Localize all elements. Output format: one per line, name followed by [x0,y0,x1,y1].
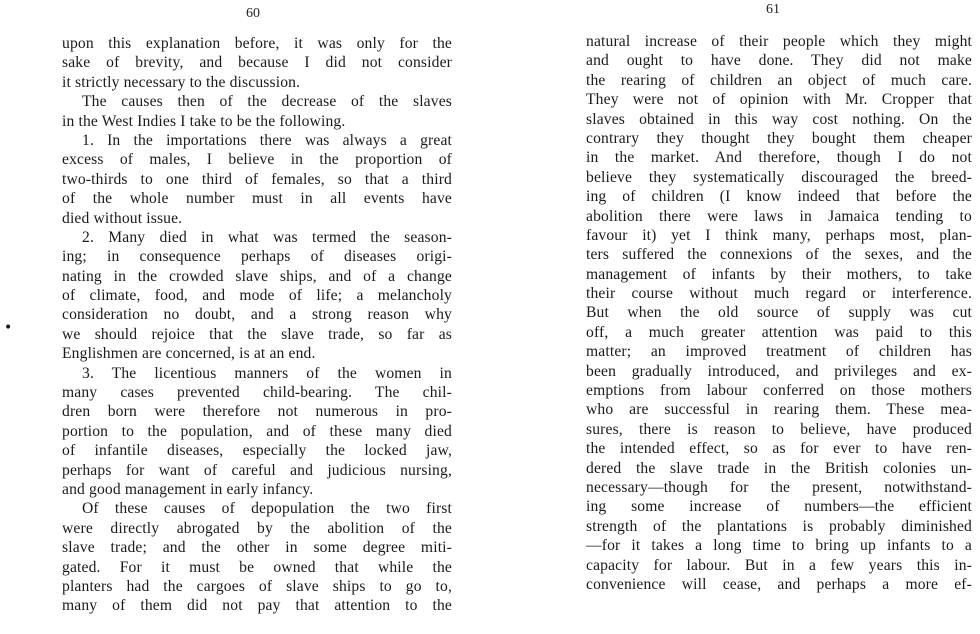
text-line: capacity for labour. But in a few years this in- [586,556,972,574]
text-line: ters suffered the connexions of the sexes, and the [586,246,972,264]
text-line: —for it takes a long time to bring up infants to a [586,537,972,555]
text-line: abolition there were laws in Jamaica tending to [586,207,972,225]
text-line: slave trade; and the other in some degree miti- [62,539,452,557]
text-line: of infantile diseases, especially the locked jaw, [62,442,452,460]
text-line: sures, there is reason to believe, have produced [586,420,972,438]
text-line: the rearing of children an object of much care. [586,71,972,89]
text-line: believe they systematically discouraged the breed- [586,168,972,186]
right-page [490,0,980,634]
text-line: their course without much regard or interference. [586,285,972,303]
text-line: dren born were therefore not numerous in pro- [62,403,452,421]
text-line: of the whole number must in all events have [62,190,452,208]
text-line: natural increase of their people which they might [586,33,972,50]
text-line: They were not of opinion with Mr. Cropper that [586,91,972,109]
text-line: and good management in early infancy. [62,480,314,498]
text-line: were directly abrogated by the abolition of the [62,519,452,537]
text-line: excess of males, I believe in the proportion of [62,151,452,169]
margin-bullet-mark: • [4,320,13,336]
text-line: it strictly necessary to the discussion. [62,73,301,91]
text-line: ing of children (I know indeed that before the [586,188,972,206]
right-page-number: 61 [766,2,780,17]
text-line: nating in the crowded slave ships, and of a change [62,267,452,285]
text-line: Englishmen are concerned, is at an end. [62,345,316,363]
text-line: matter; an improved treatment of children has [586,343,972,361]
text-line: But when the old source of supply was cut [586,304,972,322]
text-line: dered the slave trade in the British colonies un- [586,459,972,477]
text-line: favour it) yet I think many, perhaps most, plan- [586,226,972,244]
text-line: many of them did not pay that attention to the [62,597,452,615]
text-line: The causes then of the decrease of the slaves [82,93,452,111]
text-line: many cases prevented child-bearing. The chil- [62,384,452,402]
text-line: died without issue. [62,209,183,227]
text-line: 3. The licentious manners of the women in [82,364,452,382]
text-line: in the West Indies I take to be the following. [62,112,346,130]
text-line: ing; in consequence perhaps of diseases origi- [62,248,452,266]
text-line: gated. For it must be owned that while the [62,558,452,576]
text-line: necessary—though for the present, notwithstand- [586,478,972,496]
text-line: in the market. And therefore, though I do not [586,149,972,167]
text-line: been gradually introduced, and privileges and ex- [586,362,972,380]
text-line: Of these causes of depopulation the two first [82,500,452,518]
text-line: contrary they thought they bought them cheaper [586,129,972,147]
text-line: emptions from labour conferred on those mothers [586,382,972,400]
text-line: of climate, food, and mode of life; a melancholy [62,287,452,305]
right-page-text [586,32,972,594]
text-line: management of infants by their mothers, to take [586,265,972,283]
text-line: ing some increase of numbers—the efficient [586,498,972,516]
text-line: and ought to have done. They did not make [586,52,972,70]
text-line: we should rejoice that the slave trade, so far as [62,325,452,343]
left-page-text [62,34,452,616]
text-line: consideration no doubt, and a strong reason why [62,306,452,324]
text-line: planters had the cargoes of slave ships to go to, [62,577,452,595]
text-line: off, a much greater attention was paid to this [586,323,972,341]
text-line: upon this explanation before, it was only for the [62,35,452,52]
text-line: two-thirds to one third of females, so that a third [62,170,452,188]
text-line: portion to the population, and of these many died [62,422,452,440]
left-page-number: 60 [246,6,260,21]
text-line: slaves obtained in this way cost nothing. On the [586,110,972,128]
text-line: perhaps for want of careful and judicious nursing, [62,461,452,479]
text-line: convenience will cease, and perhaps a more ef- [586,575,972,593]
text-line: 2. Many died in what was termed the season- [82,228,452,246]
text-line: the intended effect, so as for ever to have ren- [586,440,972,458]
text-line: sake of brevity, and because I did not consider [62,54,452,72]
text-line: 1. In the importations there was always a great [82,131,452,149]
text-line: who are successful in rearing them. These mea- [586,401,972,419]
text-line: strength of the plantations is probably diminished [586,517,972,535]
